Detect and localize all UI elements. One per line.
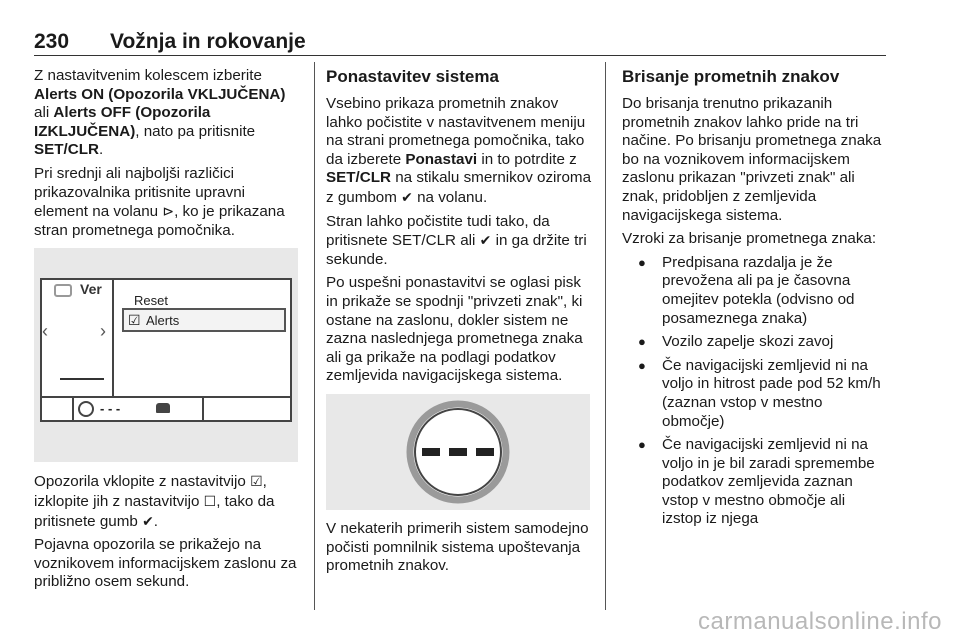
tab-label: Ver	[80, 281, 102, 298]
status-divider-1	[72, 398, 74, 422]
watermark: carmanualsonline.info	[698, 608, 942, 635]
menu-item-alerts-label: Alerts	[146, 313, 180, 329]
checkmark-icon: ✔	[142, 512, 154, 529]
menu-item-alerts	[122, 308, 286, 332]
display-screen	[40, 278, 292, 422]
dash-indicator: - - -	[100, 401, 121, 417]
column-divider-1	[314, 62, 315, 610]
column-3	[622, 67, 888, 534]
column-divider-2	[605, 62, 606, 610]
col2-paragraph-3: Po uspešni ponastavitvi se oglasi pisk in prikaže se spodnji "privzeti znak", ki ostane na zaslonu, dokler sistem ne zazna naslednjega prometnega znaka ali ga prikaže na podlagi podatkov zemljevida navigacijskega sistema.	[326, 274, 583, 385]
page-header	[34, 30, 886, 52]
traffic-sign-icon	[78, 401, 94, 417]
list-item: ● Predpisana razdalja je že prevožena ali pa je časovna omejitev potekla (odvisno od posameznega znaka)	[622, 254, 888, 328]
col1-paragraph-2: Pri srednji ali najboljši različici prikazovalnika pritisnite upravni element na volanu ⊳, ko je prikazana stran prometnega pomočnika.	[34, 164, 285, 239]
checkbox-empty-icon: ☐	[203, 492, 217, 509]
col1-paragraph-1: Z nastavitvenim kolescem izberite Alerts ON (Opozorila VKLJUČENA) ali Alerts OFF (Opozorila IZKLJUČENA), nato pa pritisnite SET/CLR.	[34, 67, 286, 159]
settings-menu	[114, 284, 288, 392]
header-rule	[34, 55, 886, 56]
car-icon	[54, 284, 72, 297]
status-bar	[42, 396, 290, 422]
default-sign-illustration	[326, 394, 590, 510]
list-item: ● Vozilo zapelje skozi zavoj	[622, 333, 888, 352]
checkbox-checked-icon: ☑	[128, 312, 141, 329]
col3-paragraph-1: Do brisanja trenutno prikazanih prometnih znakov lahko pride na tri načine. Po brisanju prometnega znaka bo na voznikovem informacijskem zaslonu prikazan "privzeti znak" ali znak, pridobljen z zemljevida navigacijskega sistema.	[622, 95, 882, 224]
section-heading-reset: Ponastavitev sistema	[326, 67, 499, 86]
vehicle-icon	[156, 403, 170, 413]
right-arrow-icon: ›	[100, 321, 106, 342]
col2-paragraph-2: Stran lahko počistite tudi tako, da pritisnete SET/CLR ali ✔ in ga držite tri sekunde.	[326, 212, 587, 268]
status-divider-2	[202, 398, 204, 422]
checkbox-checked-icon: ☑	[250, 473, 263, 490]
col2-paragraph-4: V nekaterih primerih sistem samodejno počisti pomnilnik sistema upoštevanja prometnih znakov.	[326, 519, 589, 575]
list-item: ● Če navigacijski zemljevid ni na voljo in hitrost pade pod 52 km/h (zaznan vstop v mestno območje)	[622, 357, 888, 431]
column-2	[326, 67, 594, 581]
checkmark-icon: ✔	[401, 188, 413, 205]
panel-line	[60, 378, 104, 380]
list-item: ● Če navigacijski zemljevid ni na voljo in je bil zaradi spremembe podatkov zemljevida zaznan vstop v mestno območje ali izstop iz njega	[622, 436, 888, 529]
menu-item-reset: Reset	[134, 293, 168, 309]
display-illustration	[34, 248, 298, 462]
col2-paragraph-1: Vsebino prikaza prometnih znakov lahko počistite v nastavitvenem meniju na strani prometnega pomočnika, tako da izberete Ponastavi in to potrdite z SET/CLR na stikalu smernikov oziroma z gumbom ✔ na volanu.	[326, 95, 592, 206]
col3-paragraph-2: Vzroki za brisanje prometnega znaka:	[622, 230, 877, 248]
steering-control-icon: ⊳	[162, 203, 175, 220]
page-number: 230	[34, 30, 70, 53]
left-panel	[42, 280, 114, 396]
checkmark-icon: ✔	[479, 232, 492, 249]
page-title: Vožnja in rokovanje	[110, 30, 306, 53]
column-1	[34, 67, 302, 597]
section-heading-deletion: Brisanje prometnih znakov	[622, 67, 840, 86]
col1-paragraph-3: Opozorila vklopite z nastavitvijo ☑, izklopite jih z nastavitvijo ☐, tako da pritisnete gumb ✔.	[34, 473, 275, 530]
left-arrow-icon: ‹	[42, 321, 48, 342]
col1-paragraph-4: Pojavna opozorila se prikažejo na voznikovem informacijskem zaslonu za približno osem sekund.	[34, 536, 297, 591]
default-sign-icon	[326, 394, 590, 510]
deletion-reasons-list	[622, 254, 888, 529]
